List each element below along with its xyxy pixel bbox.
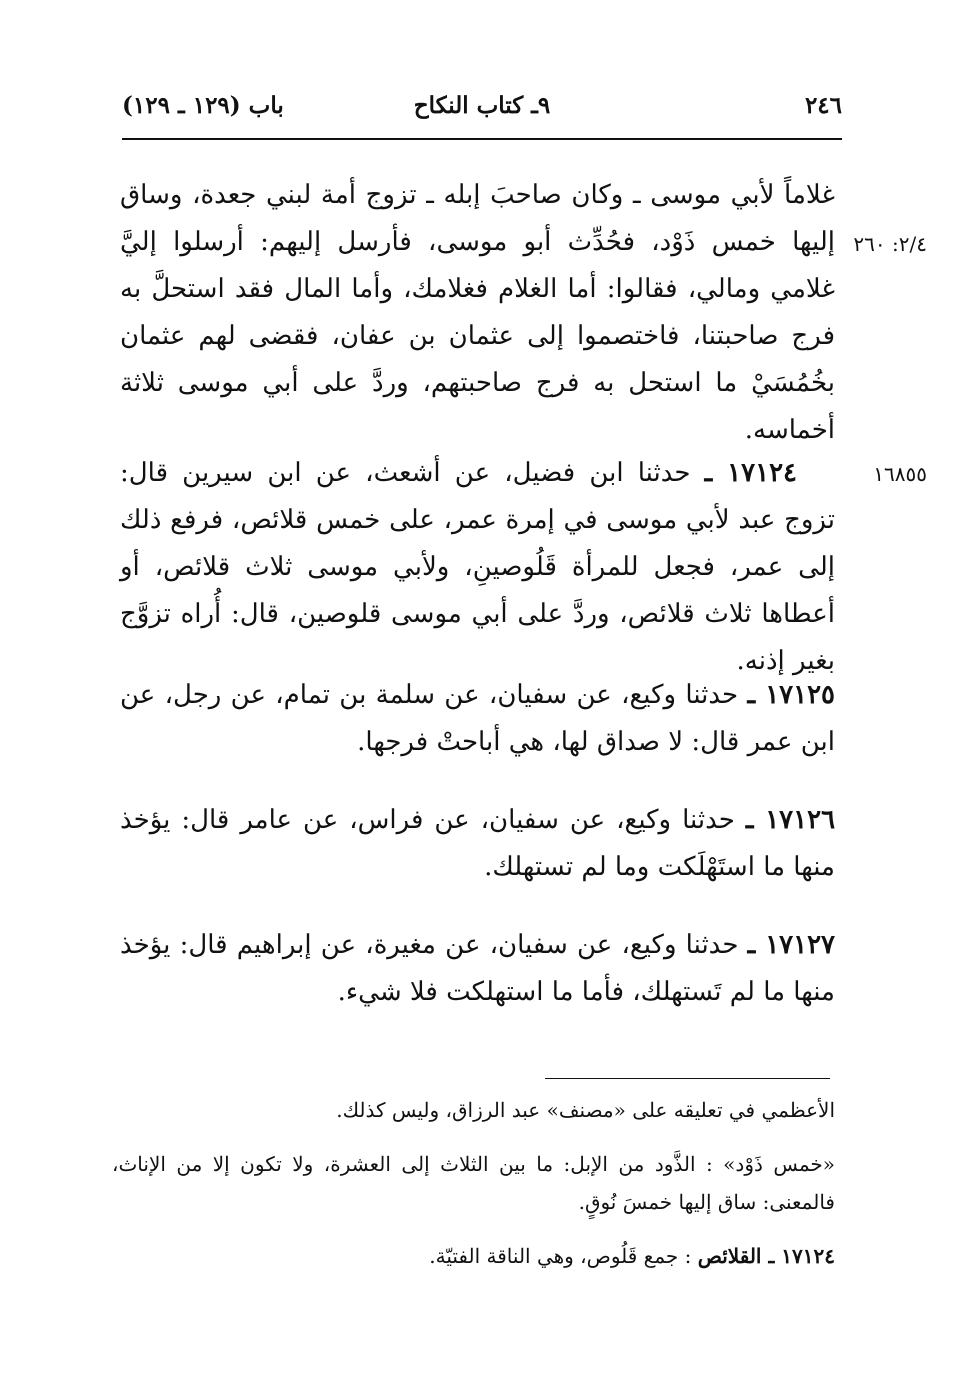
margin-ref-number: ١٦٨٥٥: [873, 462, 927, 486]
book-title: ٩ـ كتاب النكاح: [413, 92, 551, 119]
footnote-number: ١٧١٢٤ ـ القلائص: [697, 1244, 835, 1268]
footnote-2: [112, 1145, 835, 1221]
chapter-range: باب (١٢٩ ـ ١٢٩): [122, 92, 284, 119]
hadith-17127: [120, 922, 835, 1016]
footnote-rule: [545, 1078, 830, 1079]
hadith-text: حدثنا وكيع، عن سفيان، عن مغيرة، عن إبراهيم قال: يؤخذ منها ما لم تَستهلك، فأما ما استهلكت فلا شيء.: [120, 930, 835, 1007]
hadith-text: حدثنا وكيع، عن سفيان، عن سلمة بن تمام، عن رجل، عن ابن عمر قال: لا صداق لها، هي أباحتْ فرجها.: [120, 680, 835, 757]
paragraph-continuation: [120, 172, 835, 454]
hadith-17124: [120, 450, 835, 685]
paragraph-text: غلاماً لأبي موسى ـ وكان صاحبَ إبله ـ تزوج أمة لبني جعدة، وساق إليها خمس ذَوْد، فحُدِّث أبو موسى، فأرسل إليهم: أرسلوا إليَّ غلامي ومالي، فقالوا: أما الغلام فغلامك، وأما المال فقد استحلَّ به فرج صاحبتنا، فاختصموا إلى عثمان بن عفان، فقضى لهم عثمان بخُمُسَيْ ما استحل به فرج صاحبتهم، وردَّ على أبي موسى ثلاثة أخماسه.: [120, 180, 835, 445]
hadith-text: حدثنا ابن فضيل، عن أشعث، عن ابن سيرين قال: تزوج عبد لأبي موسى في إمرة عمر، على خمس قلائص، فرفع ذلك إلى عمر، فجعل للمرأة قَلُوصينِ، ولأبي موسى ثلاث قلائص، أو أعطاها ثلاث قلائص، وردَّ على أبي موسى قلوصين، قال: أُراه تزوَّج بغير إذنه.: [120, 458, 835, 676]
footnote-3: [112, 1237, 835, 1275]
hadith-number: ١٧١٢٧ ـ: [747, 930, 836, 960]
hadith-number: ١٧١٢٦ ـ: [745, 805, 836, 835]
footnote-text: «خمس ذَوْد» : الذَّود من الإبل: ما بين الثلاث إلى العشرة، ولا تكون إلا من الإناث، فالمعنى: ساق إليها خمسَ نُوقٍ.: [112, 1152, 835, 1214]
hadith-text: حدثنا وكيع، عن سفيان، عن فراس، عن عامر قال: يؤخذ منها ما استَهْلَكت وما لم تستهلك.: [120, 805, 835, 882]
hadith-number: ١٧١٢٥ ـ: [747, 680, 836, 710]
footnote-text: : جمع قَلُوص، وهي الناقة الفتيّة.: [429, 1244, 692, 1268]
margin-ref-edition: ٢/٤: ٢٦٠: [853, 232, 927, 256]
running-header: [122, 92, 842, 132]
footnote-text: الأعظمي في تعليقه على «مصنف» عبد الرزاق، وليس كذلك.: [336, 1098, 835, 1122]
hadith-17126: [120, 797, 835, 891]
hadith-17125: [120, 672, 835, 766]
header-rule: [122, 138, 842, 140]
hadith-number: ١٧١٢٤ ـ: [704, 458, 797, 488]
page-number: ٢٤٦: [804, 92, 842, 119]
footnote-1: [112, 1091, 835, 1129]
